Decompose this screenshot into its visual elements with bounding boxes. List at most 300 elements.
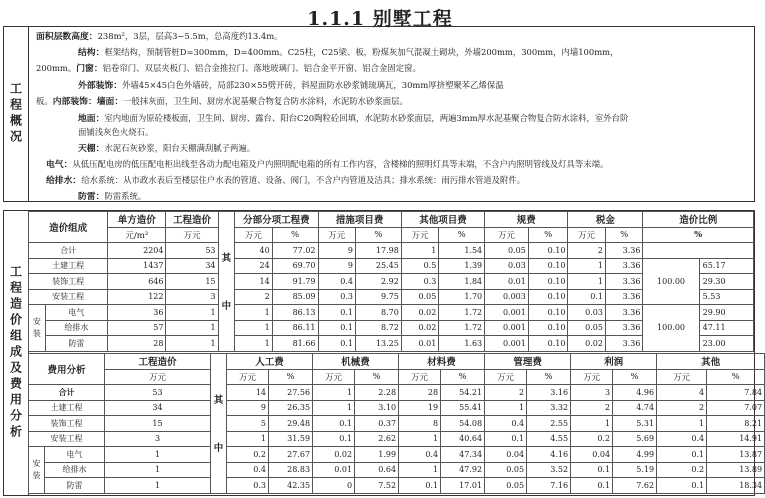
table-row	[29, 400, 765, 416]
data-cell: 1	[227, 431, 269, 447]
data-cell: 28	[399, 385, 441, 401]
header-cell: 措施项目费	[318, 212, 401, 228]
data-cell: 3	[571, 385, 613, 401]
data-cell: 0.1	[485, 431, 527, 447]
row-label: 给排水	[45, 462, 105, 478]
data-cell: 0.05	[401, 289, 438, 305]
data-cell: 1	[399, 431, 441, 447]
unit-cell: 万元	[399, 369, 441, 385]
header-cell: 其他	[657, 354, 765, 370]
data-cell: 0.05	[485, 462, 527, 478]
data-cell: 91.79	[272, 274, 318, 290]
data-cell: 5.31	[613, 416, 657, 432]
overview-text-segment: 外墙45×45白色外墙砖，局部230×55劈开砖，斜屋面防水砂浆铺琉璃瓦，30mm厚挤塑聚苯乙烯保温	[122, 80, 504, 90]
data-cell: 4.16	[527, 447, 571, 463]
data-cell: 0	[313, 478, 355, 494]
data-cell: 7.16	[527, 478, 571, 494]
data-cell: 47.34	[441, 447, 485, 463]
overview-text	[30, 27, 754, 201]
row-label: 合计	[29, 385, 105, 401]
data-cell: 3.36	[605, 289, 643, 305]
data-cell: 13.87	[707, 447, 765, 463]
data-cell: 69.70	[272, 258, 318, 274]
data-cell: 1	[166, 336, 218, 352]
table-row	[29, 431, 765, 447]
header-cell: 利润	[571, 354, 657, 370]
overview-heading: 防雷：	[78, 192, 105, 202]
data-cell: 1	[105, 462, 211, 478]
data-cell: 85.09	[272, 289, 318, 305]
data-cell: 81.66	[272, 336, 318, 352]
data-cell: 4.96	[613, 385, 657, 401]
data-cell: 3.36	[605, 320, 643, 336]
data-cell: 3.52	[527, 462, 571, 478]
ratio-cell: 65.17	[699, 258, 753, 274]
row-label: 电气	[45, 305, 108, 321]
data-cell: 17.01	[441, 478, 485, 494]
header-cell: 单方造价	[108, 212, 166, 228]
data-cell: 1	[235, 336, 272, 352]
cost-side-label: 工程造价组成及费用分析	[4, 211, 29, 495]
data-cell: 0.02	[401, 305, 438, 321]
data-cell: 1	[313, 400, 355, 416]
header-cell: 人工费	[227, 354, 313, 370]
data-cell: 24	[235, 258, 272, 274]
data-cell: 7.84	[707, 385, 765, 401]
data-cell: 0.03	[568, 305, 605, 321]
data-cell: 14	[227, 385, 269, 401]
data-cell	[643, 243, 754, 259]
data-cell: 2	[485, 385, 527, 401]
unit-cell: 万元	[568, 227, 605, 243]
unit-cell: %	[643, 227, 754, 243]
data-cell: 7.52	[355, 478, 399, 494]
t1-unit-row	[29, 227, 754, 243]
data-cell: 122	[108, 289, 166, 305]
t1-header-row	[29, 212, 754, 228]
unit-cell: 万元	[485, 369, 527, 385]
unit-cell: 万元	[318, 227, 355, 243]
data-cell: 26.35	[269, 400, 313, 416]
overview-line	[36, 62, 421, 75]
overview-side-label: 工程概况	[4, 27, 29, 201]
ratio-total: 100.00	[643, 305, 699, 352]
data-cell: 3.36	[605, 274, 643, 290]
t2-unit-row	[29, 369, 765, 385]
data-cell: 3.32	[527, 400, 571, 416]
data-cell: 34	[105, 400, 211, 416]
data-cell: 1.54	[439, 243, 485, 259]
data-cell: 1	[657, 416, 707, 432]
data-cell: 13.25	[355, 336, 401, 352]
data-cell: 15	[166, 274, 218, 290]
data-cell: 5	[227, 416, 269, 432]
overview-line	[78, 46, 618, 59]
data-cell: 0.003	[485, 289, 529, 305]
overview-text-segment: 板。	[36, 96, 53, 106]
row-label: 防雷	[45, 478, 105, 494]
unit-cell: %	[355, 369, 399, 385]
data-cell: 3.36	[605, 243, 643, 259]
data-cell: 0.2	[571, 431, 613, 447]
data-cell: 0.4	[399, 447, 441, 463]
data-cell: 0.02	[313, 447, 355, 463]
data-cell: 0.10	[528, 243, 568, 259]
overview-text-segment: 框架结构，预制管桩D=300mm，D=400mm。C25柱，C25梁、板，粉煤灰加气混凝土砌块，外墙200mm，300mm，内墙100mm，	[104, 47, 619, 57]
data-cell: 55.41	[441, 400, 485, 416]
overview-line	[46, 158, 608, 171]
row-label: 合计	[29, 243, 108, 259]
data-cell: 53	[105, 385, 211, 401]
unit-cell: 元/m²	[108, 227, 166, 243]
data-cell: 0.001	[485, 320, 529, 336]
data-cell: 42.35	[269, 478, 313, 494]
table-row	[29, 462, 765, 478]
header-cell: 造价组成	[29, 212, 108, 243]
data-cell: 1	[235, 320, 272, 336]
data-cell: 4.74	[613, 400, 657, 416]
header-cell	[211, 354, 227, 494]
ratio-cell: 47.11	[699, 320, 753, 336]
data-cell: 0.02	[401, 320, 438, 336]
header-cell: 费用分析	[29, 354, 105, 385]
qi-label: 其	[221, 253, 232, 265]
project-overview	[3, 26, 755, 202]
data-cell: 0.03	[485, 258, 529, 274]
data-cell: 1	[313, 385, 355, 401]
data-cell: 1.72	[439, 320, 485, 336]
unit-cell: 万元	[105, 369, 211, 385]
overview-heading: 给排水：	[46, 176, 82, 186]
row-label: 安装工程	[29, 431, 105, 447]
header-cell: 造价比例	[643, 212, 754, 228]
unit-cell: 万元	[166, 227, 218, 243]
data-cell: 0.4	[485, 416, 527, 432]
data-cell: 0.4	[227, 462, 269, 478]
data-cell: 0.1	[571, 462, 613, 478]
unit-cell: %	[707, 369, 765, 385]
overview-heading: 天棚：	[78, 144, 105, 154]
anzhuang-label: 安装	[29, 447, 45, 494]
data-cell: 57	[108, 320, 166, 336]
data-cell: 1.72	[439, 305, 485, 321]
overview-text-segment: 给水系统：从市政水表后至楼层住户水表的管道、设备、阀门，不含户内管道及洁具；排水系统：雨污排水管道及附件。	[81, 175, 526, 185]
unit-cell: 万元	[401, 227, 438, 243]
data-cell: 28.83	[269, 462, 313, 478]
data-cell: 9	[318, 258, 355, 274]
data-cell: 1	[401, 243, 438, 259]
data-cell: 1	[235, 305, 272, 321]
data-cell: 3	[105, 431, 211, 447]
data-cell: 2	[571, 400, 613, 416]
data-cell: 86.11	[272, 320, 318, 336]
unit-cell: 万元	[485, 227, 529, 243]
data-cell: 0.01	[401, 336, 438, 352]
row-label: 土建工程	[29, 400, 105, 416]
data-cell: 4.55	[527, 431, 571, 447]
data-cell: 15	[105, 416, 211, 432]
data-cell: 0.1	[657, 447, 707, 463]
header-cell: 材料费	[399, 354, 485, 370]
data-cell: 34	[166, 258, 218, 274]
data-cell: 14.91	[707, 431, 765, 447]
data-cell: 0.10	[528, 336, 568, 352]
data-cell: 1.84	[439, 274, 485, 290]
data-cell: 0.02	[568, 336, 605, 352]
data-cell: 3	[166, 289, 218, 305]
data-cell: 0.1	[313, 431, 355, 447]
overview-line	[46, 174, 525, 187]
data-cell: 1	[568, 258, 605, 274]
table-row	[29, 478, 765, 494]
data-cell: 17.98	[355, 243, 401, 259]
unit-cell: 万元	[571, 369, 613, 385]
data-cell: 0.1	[318, 336, 355, 352]
t2-header-row	[29, 354, 765, 370]
header-cell: 工程造价	[166, 212, 218, 228]
ratio-cell: 29.30	[699, 274, 753, 290]
overview-heading: 电气：	[46, 160, 73, 170]
data-cell: 19	[399, 400, 441, 416]
data-cell: 0.1	[399, 478, 441, 494]
data-cell: 0.04	[571, 447, 613, 463]
data-cell: 47.92	[441, 462, 485, 478]
data-cell: 0.01	[313, 462, 355, 478]
data-cell: 0.05	[568, 320, 605, 336]
zhong-label: 中	[221, 301, 232, 313]
unit-cell: 万元	[227, 369, 269, 385]
data-cell: 7.62	[613, 478, 657, 494]
table-row	[29, 258, 754, 274]
header-cell: 规费	[485, 212, 568, 228]
data-cell: 27.56	[269, 385, 313, 401]
overview-text-segment: 从低压配电房的低压配电柜出线至各动力配电箱及户内照明配电箱的所有工作内容，含楼梯的照明灯具等末端，不含户内照明管线及灯具等末端。	[72, 159, 609, 169]
data-cell: 28	[108, 336, 166, 352]
anzhuang-label: 安装	[29, 305, 46, 352]
overview-text-segment: 238m²，3层，层高3~5.5m，总高度约13.4m。	[97, 31, 283, 41]
unit-cell: %	[528, 227, 568, 243]
data-cell: 54.21	[441, 385, 485, 401]
data-cell: 1437	[108, 258, 166, 274]
zhong-label: 中	[213, 443, 224, 455]
table-row	[29, 385, 765, 401]
data-cell: 14	[235, 274, 272, 290]
data-cell: 0.4	[657, 431, 707, 447]
data-cell: 0.3	[227, 478, 269, 494]
ratio-cell: 5.53	[699, 289, 753, 305]
header-cell: 分部分项工程费	[235, 212, 318, 228]
data-cell: 4	[657, 385, 707, 401]
data-cell: 0.1	[568, 289, 605, 305]
data-cell: 18.34	[707, 478, 765, 494]
unit-cell: %	[269, 369, 313, 385]
data-cell: 7.07	[707, 400, 765, 416]
header-cell: 税金	[568, 212, 643, 228]
unit-cell: 万元	[657, 369, 707, 385]
data-cell: 9.75	[355, 289, 401, 305]
data-cell: 1	[166, 320, 218, 336]
unit-cell: %	[272, 227, 318, 243]
data-cell: 0.37	[355, 416, 399, 432]
data-cell: 36	[108, 305, 166, 321]
overview-text-segment: 200mm。	[36, 63, 77, 73]
header-cell	[218, 212, 235, 352]
data-cell: 0.10	[528, 320, 568, 336]
data-cell: 40	[235, 243, 272, 259]
overview-line	[78, 190, 146, 203]
data-cell: 27.67	[269, 447, 313, 463]
data-cell: 3.16	[527, 385, 571, 401]
data-cell: 1	[105, 478, 211, 494]
data-cell: 1	[105, 447, 211, 463]
data-cell: 86.13	[272, 305, 318, 321]
data-cell: 0.001	[485, 305, 529, 321]
data-cell: 0.1	[318, 305, 355, 321]
data-cell: 77.02	[272, 243, 318, 259]
data-cell: 0.4	[318, 274, 355, 290]
overview-text-segment: 室内地面为原砼楼板面，卫生间、厨房、露台、阳台C20陶粒砼回填，水泥防水砂浆面层，两遍3mm厚水泥基聚合物复合防水涂料，室外台阶	[104, 113, 629, 123]
overview-line	[78, 142, 255, 155]
data-cell: 29.48	[269, 416, 313, 432]
row-label: 防雷	[45, 336, 108, 352]
data-cell: 0.3	[318, 289, 355, 305]
overview-line	[78, 126, 153, 138]
ratio-cell: 29.90	[699, 305, 753, 321]
ratio-total: 100.00	[643, 258, 699, 305]
unit-cell: %	[605, 227, 643, 243]
data-cell: 0.10	[528, 305, 568, 321]
table-row	[29, 416, 765, 432]
data-cell: 40.64	[441, 431, 485, 447]
data-cell: 54.08	[441, 416, 485, 432]
row-label: 安装工程	[29, 289, 108, 305]
data-cell: 0.1	[313, 416, 355, 432]
data-cell: 2.55	[527, 416, 571, 432]
overview-heading: 地面：	[78, 114, 105, 124]
unit-cell: 万元	[235, 227, 272, 243]
data-cell: 646	[108, 274, 166, 290]
data-cell: 0.2	[657, 462, 707, 478]
row-label: 电气	[45, 447, 105, 463]
qi-label: 其	[213, 395, 224, 407]
data-cell: 0.1	[318, 320, 355, 336]
data-cell: 3.10	[355, 400, 399, 416]
data-cell: 0.05	[485, 243, 529, 259]
data-cell: 0.10	[528, 289, 568, 305]
data-cell: 1	[571, 416, 613, 432]
data-cell: 1.39	[439, 258, 485, 274]
overview-line	[78, 112, 628, 125]
data-cell: 2204	[108, 243, 166, 259]
data-cell: 3.36	[605, 258, 643, 274]
data-cell: 13.89	[707, 462, 765, 478]
data-cell: 25.45	[355, 258, 401, 274]
data-cell: 2	[657, 400, 707, 416]
page-title: 1.1.1 别墅工程	[307, 8, 453, 30]
data-cell: 2.28	[355, 385, 399, 401]
overview-text-segment: 铝卷帘门、双层夹板门、铝合金推拉门、落地玻璃门、铝合金平开窗、铝合金固定窗。	[102, 63, 421, 73]
data-cell: 0.2	[227, 447, 269, 463]
overview-line	[36, 30, 283, 43]
cost-composition-table	[28, 211, 754, 352]
unit-cell: %	[439, 227, 485, 243]
header-cell: 工程造价	[105, 354, 211, 370]
row-label: 土建工程	[29, 258, 108, 274]
data-cell: 53	[166, 243, 218, 259]
overview-line	[78, 79, 504, 92]
unit-cell: 万元	[313, 369, 355, 385]
data-cell: 0.1	[657, 478, 707, 494]
cost-breakdown-table	[28, 353, 765, 494]
overview-text-segment: 一般抹灰面，卫生间、厨房水泥基聚合物复合防水涂料，水泥防水砂浆面层。	[123, 96, 408, 106]
row-label: 给排水	[45, 320, 108, 336]
unit-cell: %	[613, 369, 657, 385]
unit-cell: %	[355, 227, 401, 243]
overview-text-segment: 面铺浅灰色火烧石。	[78, 127, 154, 137]
overview-text-segment: 防雷系统。	[104, 191, 147, 201]
row-label: 装饰工程	[29, 416, 105, 432]
data-cell: 8	[399, 416, 441, 432]
overview-heading: 门窗：	[76, 64, 103, 74]
data-cell: 2	[568, 243, 605, 259]
data-cell: 8.21	[707, 416, 765, 432]
overview-text-segment: 水泥石灰砂浆，阳台天棚满刮腻子两遍。	[104, 143, 256, 153]
unit-cell: %	[527, 369, 571, 385]
table-row	[29, 447, 765, 463]
cost-analysis	[3, 210, 763, 496]
data-cell: 3.36	[605, 305, 643, 321]
table-row	[29, 305, 754, 321]
overview-line	[36, 95, 408, 108]
data-cell: 2	[235, 289, 272, 305]
overview-heading: 外部装饰：	[78, 81, 122, 91]
unit-cell: %	[441, 369, 485, 385]
data-cell: 5.19	[613, 462, 657, 478]
data-cell: 1.99	[355, 447, 399, 463]
data-cell: 0.5	[401, 258, 438, 274]
data-cell: 1	[485, 400, 527, 416]
ratio-cell: 23.00	[699, 336, 753, 352]
data-cell: 0.01	[485, 274, 529, 290]
data-cell: 0.04	[485, 447, 527, 463]
data-cell: 31.59	[269, 431, 313, 447]
row-label: 装饰工程	[29, 274, 108, 290]
data-cell: 0.1	[571, 478, 613, 494]
data-cell: 1.63	[439, 336, 485, 352]
data-cell: 0.64	[355, 462, 399, 478]
header-cell: 其他项目费	[401, 212, 484, 228]
header-cell: 管理费	[485, 354, 571, 370]
data-cell: 9	[318, 243, 355, 259]
data-cell: 0.3	[401, 274, 438, 290]
overview-heading: 内部装饰：墙面：	[52, 97, 124, 107]
data-cell: 8.72	[355, 320, 401, 336]
data-cell: 4.99	[613, 447, 657, 463]
data-cell: 0.001	[485, 336, 529, 352]
overview-heading: 结构：	[78, 48, 105, 58]
data-cell: 8.70	[355, 305, 401, 321]
overview-heading: 面积层数高度：	[36, 32, 98, 42]
data-cell: 1.70	[439, 289, 485, 305]
header-cell: 机械费	[313, 354, 399, 370]
table-row	[29, 243, 754, 259]
data-cell: 3.36	[605, 336, 643, 352]
data-cell: 1	[568, 274, 605, 290]
data-cell: 0.10	[528, 258, 568, 274]
data-cell: 2.62	[355, 431, 399, 447]
data-cell: 5.69	[613, 431, 657, 447]
data-cell: 1	[399, 462, 441, 478]
